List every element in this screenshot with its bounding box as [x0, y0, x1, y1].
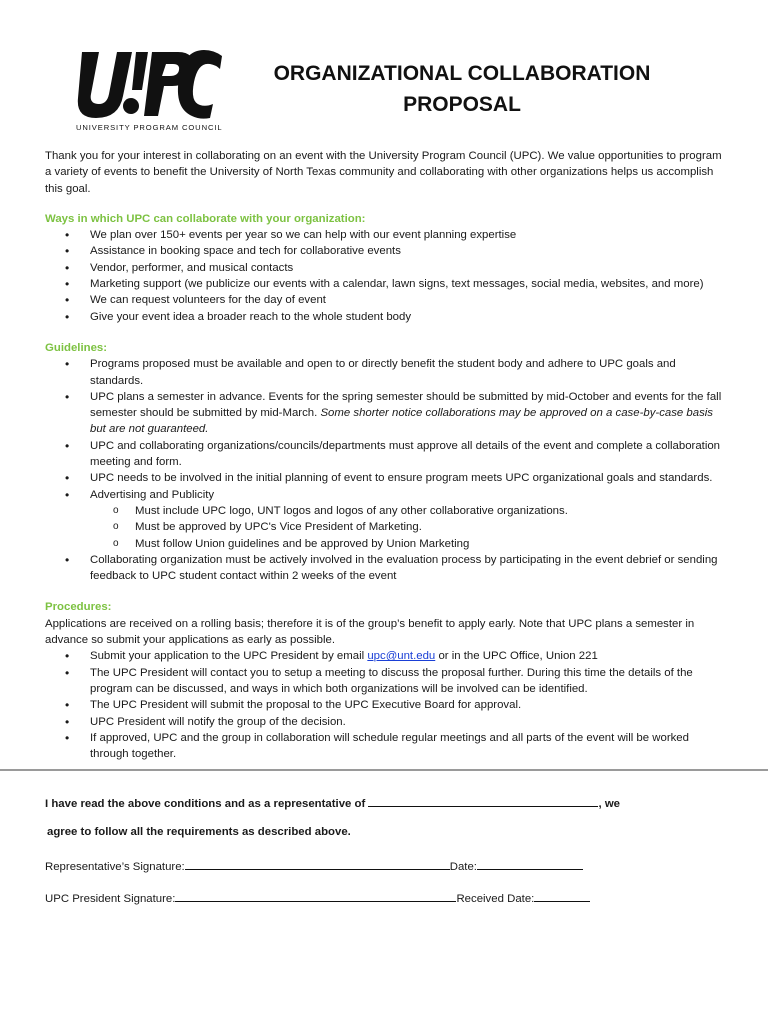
guideline-italic-note: Some shorter notice collaborations may be approved on a case-by-case basis but are not guaranteed.: [90, 407, 714, 436]
ways-heading: Ways in which UPC can collaborate with your organization:: [45, 212, 366, 225]
agreement-text-end: , we: [598, 798, 621, 810]
list-item: • If approved, UPC and the group in collaboration will schedule regular meetings and all parts of the event will be worked through together.: [45, 730, 725, 763]
list-item: • The UPC President will submit the proposal to the UPC Executive Board for approval.: [45, 697, 725, 713]
list-item: • UPC needs to be involved in the initial planning of event to ensure program meets UPC organizational goals and standards.: [45, 470, 725, 486]
procedure-text: or in the UPC Office, Union 221: [438, 650, 598, 663]
president-signature-row: [45, 889, 590, 905]
president-signature-label: UPC President Signature:: [45, 893, 176, 905]
list-item: [45, 487, 725, 552]
procedures-intro: Applications are received on a rolling basis; therefore it is of the group’s benefit to apply early. Note that UPC plans a semester in advance so submit your applications as early as possible.: [45, 617, 695, 647]
ways-list: [45, 227, 725, 325]
list-item: • UPC and collaborating organizations/councils/departments must approve all details of the event and complete a collaboration meeting and form.: [45, 438, 725, 471]
procedures-list: [45, 648, 725, 762]
guidelines-list: [45, 356, 725, 584]
agreement-line-2: agree to follow all the requirements as described above.: [47, 826, 351, 838]
representative-signature-field[interactable]: [185, 857, 450, 870]
sub-list-item: o Must follow Union guidelines and be approved by Union Marketing: [90, 536, 725, 552]
guideline-text: UPC plans a semester in advance. Events for the spring semester should be submitted by mid-October and events for the fall semester should be submitted by mid-March.: [90, 390, 722, 420]
received-date-field[interactable]: [534, 889, 590, 902]
list-item: [45, 389, 725, 438]
list-item: • We plan over 150+ events per year so we can help with our event planning expertise: [45, 227, 725, 243]
list-item: • Give your event idea a broader reach to the whole student body: [45, 309, 725, 325]
agreement-text: I have read the above conditions and as a representative of: [45, 798, 366, 810]
document-body: [45, 148, 725, 762]
list-item: • Collaborating organization must be actively involved in the evaluation process by participating in the event debrief or sending feedback to UPC student contact within 2 weeks of the event: [45, 552, 725, 585]
date-label: Date:: [449, 861, 477, 873]
guidelines-heading: Guidelines:: [45, 341, 108, 354]
representative-signature-label: Representative’s Signature:: [45, 861, 185, 873]
procedures-heading: Procedures:: [45, 601, 112, 614]
list-item: • Programs proposed must be available and open to or directly benefit the student body and adhere to UPC goals and standards.: [45, 356, 725, 389]
upc-logo-graphic: [74, 46, 224, 120]
list-item: • Marketing support (we publicize our events with a calendar, lawn signs, text messages, social media, websites, and more): [45, 276, 725, 292]
guideline-text: Advertising and Publicity: [90, 488, 215, 501]
document-header: [0, 0, 768, 140]
agreement-line-1: [45, 794, 620, 810]
logo-subtitle: UNIVERSITY PROGRAM COUNCIL: [76, 123, 223, 132]
representative-signature-row: [45, 857, 583, 873]
list-item: [45, 648, 725, 664]
sub-list-item: o Must be approved by UPC's Vice President of Marketing.: [90, 519, 725, 535]
list-item: • UPC President will notify the group of the decision.: [45, 714, 725, 730]
date-field[interactable]: [477, 857, 583, 870]
email-link[interactable]: upc@unt.edu: [367, 650, 436, 663]
list-item: • Assistance in booking space and tech for collaborative events: [45, 243, 725, 259]
page-title: [262, 58, 662, 120]
president-signature-field[interactable]: [175, 889, 456, 902]
organization-name-field[interactable]: [368, 794, 598, 807]
list-item: • The UPC President will contact you to setup a meeting to discuss the proposal further. During this time the details of the program can be discussed, and ways in which both organizations will be involved can be identified.: [45, 665, 725, 698]
received-date-label: Received Date:: [456, 893, 535, 905]
page-title-line-1: ORGANIZATIONAL COLLABORATION: [273, 62, 651, 85]
section-divider: [0, 769, 768, 771]
list-item: • Vendor, performer, and musical contacts: [45, 260, 725, 276]
upc-logo: [74, 46, 224, 120]
list-item: • We can request volunteers for the day of event: [45, 292, 725, 308]
intro-paragraph: Thank you for your interest in collaborating on an event with the University Program Council (UPC). We value opportunities to program a variety of events to benefit the University of North Texas community and collaborating with other organizations helps us accomplish this goal.: [45, 150, 722, 195]
sub-list-item: o Must include UPC logo, UNT logos and logos of any other collaborative organizations.: [90, 503, 725, 519]
sub-list: [90, 503, 725, 552]
page-title-line-2: PROPOSAL: [403, 93, 521, 116]
procedure-text: Submit your application to the UPC President by email: [90, 650, 365, 663]
